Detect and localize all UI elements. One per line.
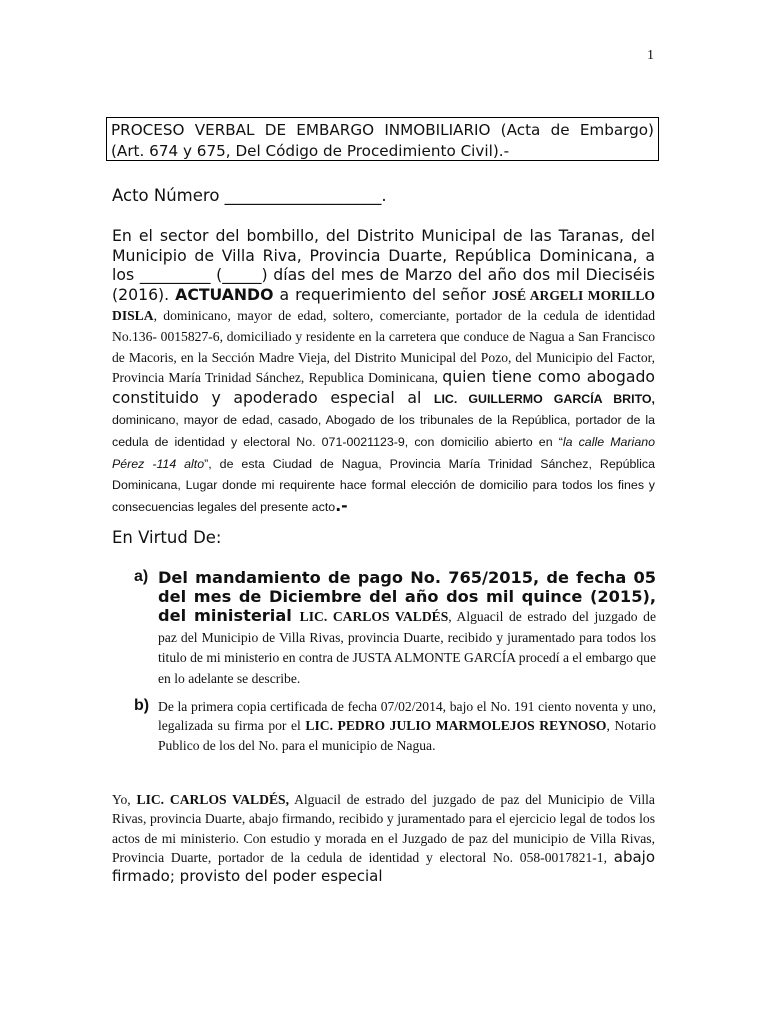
page-number: 1 xyxy=(647,48,654,63)
list-item-b xyxy=(134,697,656,755)
bailiff-paragraph xyxy=(112,790,655,886)
opening-location-date: En el sector del bombillo, del Distrito Municipal de las Taranas, del Municipio de Villa Riva, Provincia Duarte, República Dominicana, a los _________ (_____) días del mes de Marzo del año dos mil Dieciséis (2016). xyxy=(112,226,655,304)
list-item-a xyxy=(134,568,656,689)
opening-paragraph xyxy=(112,226,655,517)
item-b-details: , Notario Publico de los del No. para el municipio de Nagua. xyxy=(158,718,657,753)
item-b-text: De la primera copia certificada de fecha 07/02/2014, bajo el No. 191 ciento noventa y uno, legalizada su firma por el xyxy=(158,699,656,734)
list-item-label: a) xyxy=(134,568,149,585)
act-number: Acto Número ___________________. xyxy=(112,186,387,205)
lawyer-address: la calle Mariano Pérez -114 alto xyxy=(112,434,655,471)
lawyer-intro: quien tiene como abogado constituido y apoderado especial al xyxy=(112,367,656,407)
lawyer-name: LIC. GUILLERMO GARCÍA BRITO, xyxy=(433,391,655,406)
paragraph-end: .- xyxy=(335,495,348,515)
document-title-reference: (Art. 674 y 675, Del Código de Procedimiento Civil).- xyxy=(111,142,510,160)
bailiff-name: LIC. CARLOS VALDÉS xyxy=(299,609,449,624)
yo-text: Yo, xyxy=(112,792,137,807)
bailiff-name: LIC. CARLOS VALDÉS, xyxy=(136,792,289,807)
requester-details: , dominicano, mayor de edad, soltero, comerciante, portador de la cedula de identidad No.136- 0015827-6, domiciliado y residente en la carretera que conduce de Nagua a San Francisco de Macoris, en la Sección Madre Vieja, del Distrito Municipal del Pozo, del Municipio del Factor, Provincia María Trinidad Sánchez, Republica Dominicana, xyxy=(112,308,655,386)
document-title-box xyxy=(106,117,659,161)
item-a-details: , Alguacil de estrado del juzgado de paz del Municipio de Villa Rivas, provincia Duarte, recibido y juramentado para todos los titulo de mi ministerio en contra de JUSTA ALMONTE GARCÍA procedí a el embargo que en lo adelante se describe. xyxy=(158,609,656,687)
requirement-text: a requerimiento del señor xyxy=(273,284,493,304)
document-title: PROCESO VERBAL DE EMBARGO INMOBILIARIO (Acta de Embargo) xyxy=(111,121,654,139)
bailiff-details: Alguacil de estrado del juzgado de paz del Municipio de Villa Rivas, provincia Duarte, abajo firmando, recibido y juramentado para el ejercicio legal de todos los actos de mi ministerio. Con estudio y morada en el Juzgado de paz del municipio de Villa Rivas, Provincia Duarte, portador de la cedula de identidad y electoral No. 058-0017821-1, xyxy=(112,792,655,865)
item-a-bold-text: Del mandamiento de pago No. 765/2015, de fecha 05 del mes de Diciembre del año dos mil quince (2015), del ministerial xyxy=(158,568,656,625)
en-virtud-heading: En Virtud De: xyxy=(112,528,222,547)
notary-name: LIC. PEDRO JULIO MARMOLEJOS REYNOSO xyxy=(305,718,607,734)
list-item-label: b) xyxy=(134,697,150,714)
bailiff-closing: abajo firmado; provisto del poder especial xyxy=(112,847,655,886)
actuando-keyword: ACTUANDO xyxy=(175,284,274,304)
domicile-text: ”, de esta Ciudad de Nagua, Provincia María Trinidad Sánchez, República Dominicana, Lugar donde mi requirente hace formal elección de domicilio para todos los fines y consecuencias legales del presente acto xyxy=(112,456,655,514)
requester-name: JOSÉ ARGELI MORILLO DISLA xyxy=(112,287,655,324)
lawyer-details: dominicano, mayor de edad, casado, Abogado de los tribunales de la República, portador de la cedula de identidad y electoral No. 071-0021123-9, con domicilio abierto en “ xyxy=(112,413,655,449)
